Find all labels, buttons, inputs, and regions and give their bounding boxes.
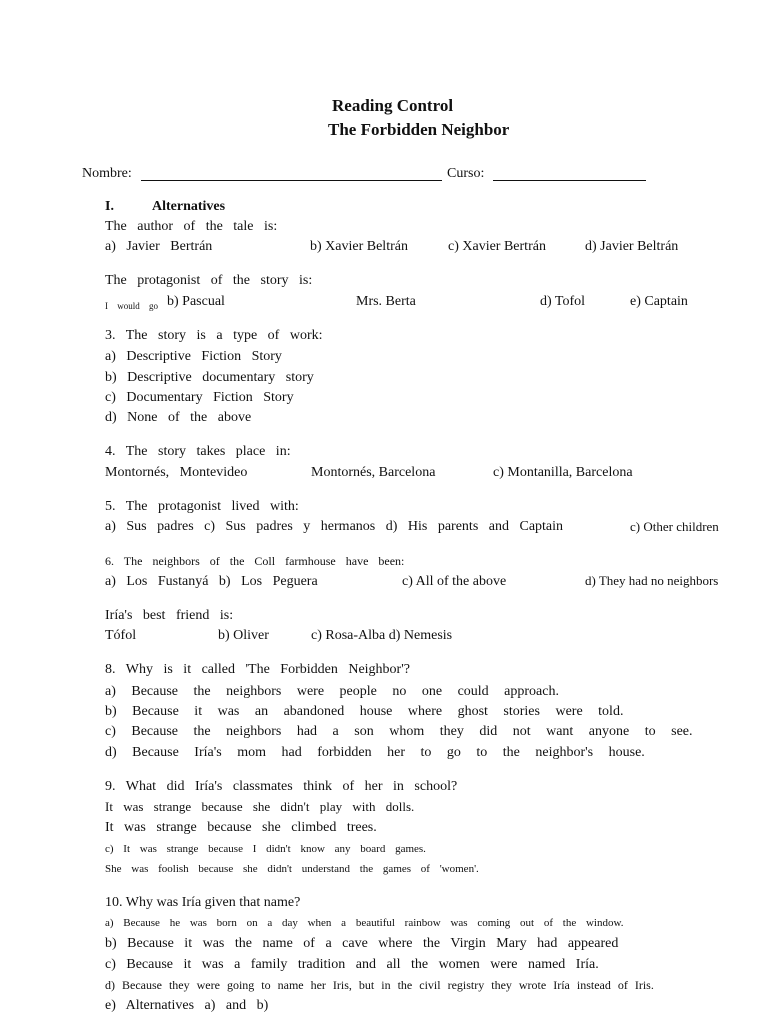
question-3: 3. The story is a type of work: [105, 328, 323, 343]
q3-option-d: d) None of the above [105, 410, 252, 425]
name-label: Nombre: [82, 166, 132, 181]
question-6: 6. The neighbors of the Coll farmhouse have been: [105, 554, 405, 568]
course-field[interactable] [493, 180, 646, 181]
q2-option-c: Mrs. Berta [356, 294, 416, 309]
q10-option-b: b) Because it was the name of a cave where the Virgin Mary had appeared [105, 936, 619, 951]
question-10: 10. Why was Iría given that name? [105, 895, 301, 910]
q1-option-b: b) Xavier Beltrán [310, 239, 408, 254]
q7-option-b: b) Oliver [218, 628, 269, 643]
q8-option-b: b) Because it was an abandoned house where ghost stories were told. [105, 704, 624, 719]
q5-option-other: c) Other children [630, 519, 719, 534]
q5-options-a-d: a) Sus padres c) Sus padres y hermanos d) His parents and Captain [105, 519, 564, 534]
q9-option-c: c) It was strange because I didn't know any board games. [105, 843, 426, 855]
page-subtitle: The Forbidden Neighbor [328, 120, 510, 139]
q3-option-a: a) Descriptive Fiction Story [105, 349, 282, 364]
q9-option-a: It was strange because she didn't play with dolls. [105, 799, 415, 814]
section-title: Alternatives [152, 199, 226, 214]
q2-option-e: e) Captain [630, 294, 688, 309]
q7-options-c-d: c) Rosa-Alba d) Nemesis [311, 628, 453, 643]
question-8: 8. Why is it called 'The Forbidden Neighbor'? [105, 662, 410, 677]
q1-option-a: a) Javier Bertrán [105, 239, 213, 254]
q10-option-e: e) Alternatives a) and b) [105, 998, 269, 1013]
q9-option-b: It was strange because she climbed trees. [105, 820, 377, 835]
q9-option-d: She was foolish because she didn't understand the games of 'women'. [105, 863, 479, 875]
q1-option-c: c) Xavier Bertrán [448, 239, 546, 254]
q7-option-a: Tófol [105, 628, 137, 643]
q4-option-a: Montornés, Montevideo [105, 465, 248, 480]
q6-options-a-b: a) Los Fustanyá b) Los Peguera [105, 574, 318, 589]
q10-option-c: c) Because it was a family tradition and all the women were named Iría. [105, 957, 599, 972]
q6-option-c: c) All of the above [402, 574, 507, 589]
name-field[interactable] [141, 180, 442, 181]
question-2: The protagonist of the story is: [105, 273, 313, 288]
q10-option-a: a) Because he was born on a day when a beautiful rainbow was coming out of the window. [105, 917, 624, 929]
q8-option-d: d) Because Iría's mom had forbidden her to go to the neighbor's house. [105, 745, 645, 760]
q4-option-c: c) Montanilla, Barcelona [493, 465, 633, 480]
q3-option-b: b) Descriptive documentary story [105, 370, 314, 385]
question-7: Iría's best friend is: [105, 608, 234, 623]
question-5: 5. The protagonist lived with: [105, 499, 299, 514]
q6-option-d: d) They had no neighbors [585, 573, 719, 588]
q3-option-c: c) Documentary Fiction Story [105, 390, 294, 405]
q8-option-c: c) Because the neighbors had a son whom they did not want anyone to see. [105, 724, 693, 739]
q2-option-a-prefix: I would go [105, 301, 158, 311]
course-label: Curso: [447, 166, 485, 181]
section-number: I. [105, 199, 114, 214]
q8-option-a: a) Because the neighbors were people no one could approach. [105, 684, 559, 699]
q2-option-b: b) Pascual [167, 294, 225, 309]
question-9: 9. What did Iría's classmates think of her in school? [105, 779, 458, 794]
page-title: Reading Control [332, 96, 454, 115]
question-1: The author of the tale is: [105, 219, 278, 234]
q10-option-d: d) Because they were going to name her Iris, but in the civil registry they wrote Iría instead of Iris. [105, 978, 654, 992]
question-4: 4. The story takes place in: [105, 444, 291, 459]
q4-option-b: Montornés, Barcelona [311, 465, 436, 480]
q2-option-d: d) Tofol [540, 294, 586, 309]
q1-option-d: d) Javier Beltrán [585, 239, 679, 254]
